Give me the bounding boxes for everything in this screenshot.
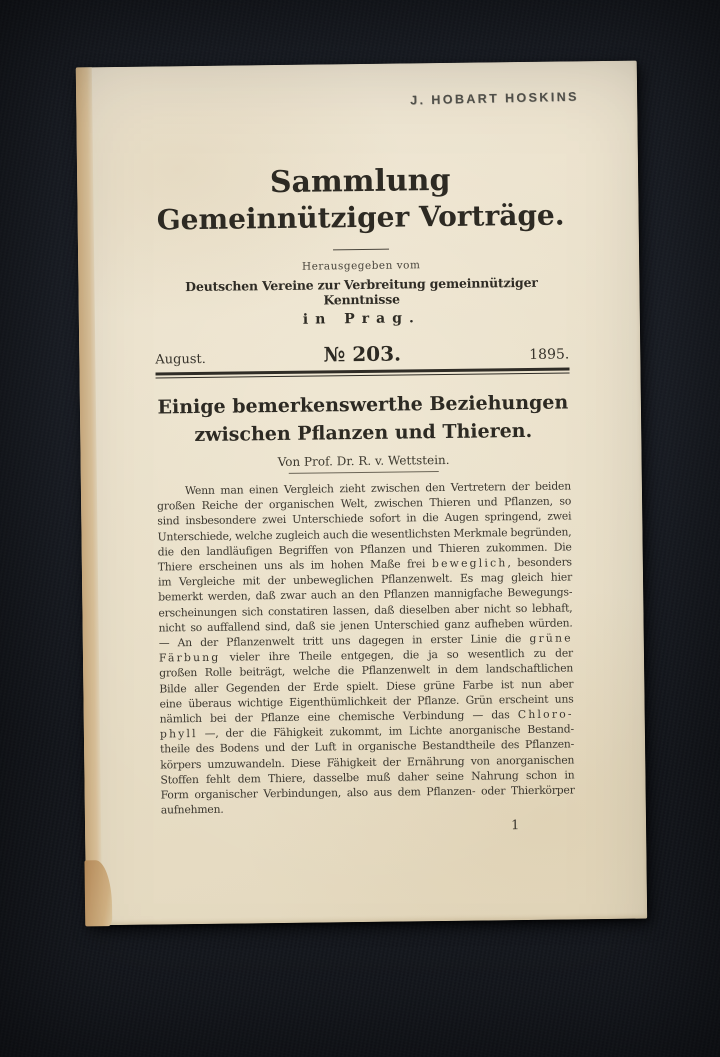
body-line: großen Reiche der organischen Welt, zwischen Thieren und Pflanzen, so	[157, 494, 572, 513]
body-line: nämlich bei der Pflanze eine chemische Verbindung — das Chloro-	[159, 707, 574, 726]
owner-stamp: J. HOBART HOSKINS	[410, 89, 579, 108]
issue-year: 1895.	[529, 346, 570, 363]
article-title-line1: Einige bemerkenswerthe Beziehungen	[157, 391, 569, 419]
body-line: eine überaus wichtige Eigenthümlichkeit der Pflanze. Grün erscheint uns	[159, 692, 574, 711]
issue-month: August.	[155, 351, 206, 368]
page-spine-edge	[76, 67, 102, 925]
body-text	[157, 478, 575, 818]
publisher-intro: Herausgegeben vom	[301, 259, 421, 273]
body-line: — An der Pflanzenwelt tritt uns dagegen in erster Linie die grüne	[158, 631, 573, 650]
body-line: Färbung vieler ihre Theile entgegen, die ja so wesentlich zu der	[158, 646, 574, 665]
body-line: nicht so auffallend sind, daß sie jenen Unterschied ganz aufheben würden.	[158, 616, 573, 635]
body-line: Unterschiede, welche zugleich auch die wesentlichsten Merkmale begründen,	[157, 525, 572, 544]
body-line: im Vergleiche mit der unbeweglichen Pflanzenwelt. Es mag gleich hier	[157, 570, 573, 589]
issue-info-row	[155, 339, 569, 368]
body-line: Wenn man einen Vergleich zieht zwischen den Vertretern der beiden	[184, 479, 572, 498]
worn-corner	[84, 860, 112, 926]
body-line: phyll —, der die Fähigkeit zukommt, im Lichte anorganische Bestand-	[159, 722, 574, 741]
series-title-line2: Gemeinnütziger Vorträge.	[156, 198, 565, 237]
body-line: Bilde aller Gegenden der Erde spielt. Diese grüne Farbe ist nun aber	[159, 677, 574, 696]
body-line: aufnehmen.	[160, 802, 224, 817]
body-line: Stoffen fehlt dem Thiere, dasselbe muß daher seine Nahrung schon in	[160, 768, 575, 787]
body-line: Form organischer Verbindungen, also aus dem Pflanzen- oder Thierkörper	[160, 783, 575, 802]
body-line: körpers umzuwandeln. Diese Fähigkeit der Ernährung von anorganischen	[160, 753, 575, 772]
page-number: 1	[510, 818, 520, 834]
byline-rule	[289, 471, 439, 474]
body-line: theile des Bodens und der Luft in organische Bestandtheile des Pflanzen-	[160, 737, 575, 756]
publisher-name: Deutschen Vereine zur Verbreitung gemeinnütziger Kenntnisse	[185, 274, 538, 308]
body-line: die den landläufigen Begriffen von Pflanzen und Thieren zukommen. Die	[157, 540, 572, 559]
body-line: Thiere erscheinen uns als im hohen Maße frei beweglich, besonders	[157, 555, 572, 574]
issue-number: № 203.	[323, 341, 402, 367]
series-title-line1: Sammlung	[269, 162, 451, 201]
divider-rule-double	[156, 367, 570, 378]
body-line: großen Rolle beiträgt, welche die Pflanzenwelt in dem landschaftlichen	[159, 661, 574, 680]
pamphlet-page	[76, 61, 647, 926]
article-title-line2: zwischen Pflanzen und Thieren.	[194, 419, 533, 447]
body-line: bemerkt werden, daß zwar auch an den Pflanzen mannigfache Bewegungs-	[158, 585, 573, 604]
body-line: erscheinungen sich constatiren lassen, daß dieselben aber nicht so lebhaft,	[158, 601, 573, 620]
article-byline: Von Prof. Dr. R. v. Wettstein.	[277, 452, 450, 470]
divider-rule-small	[333, 249, 389, 251]
page-content	[152, 61, 575, 837]
body-line: sind insbesondere zwei Unterschiede sofort in die Augen springend, zwei	[157, 509, 572, 528]
publisher-city: in Prag.	[302, 310, 421, 328]
